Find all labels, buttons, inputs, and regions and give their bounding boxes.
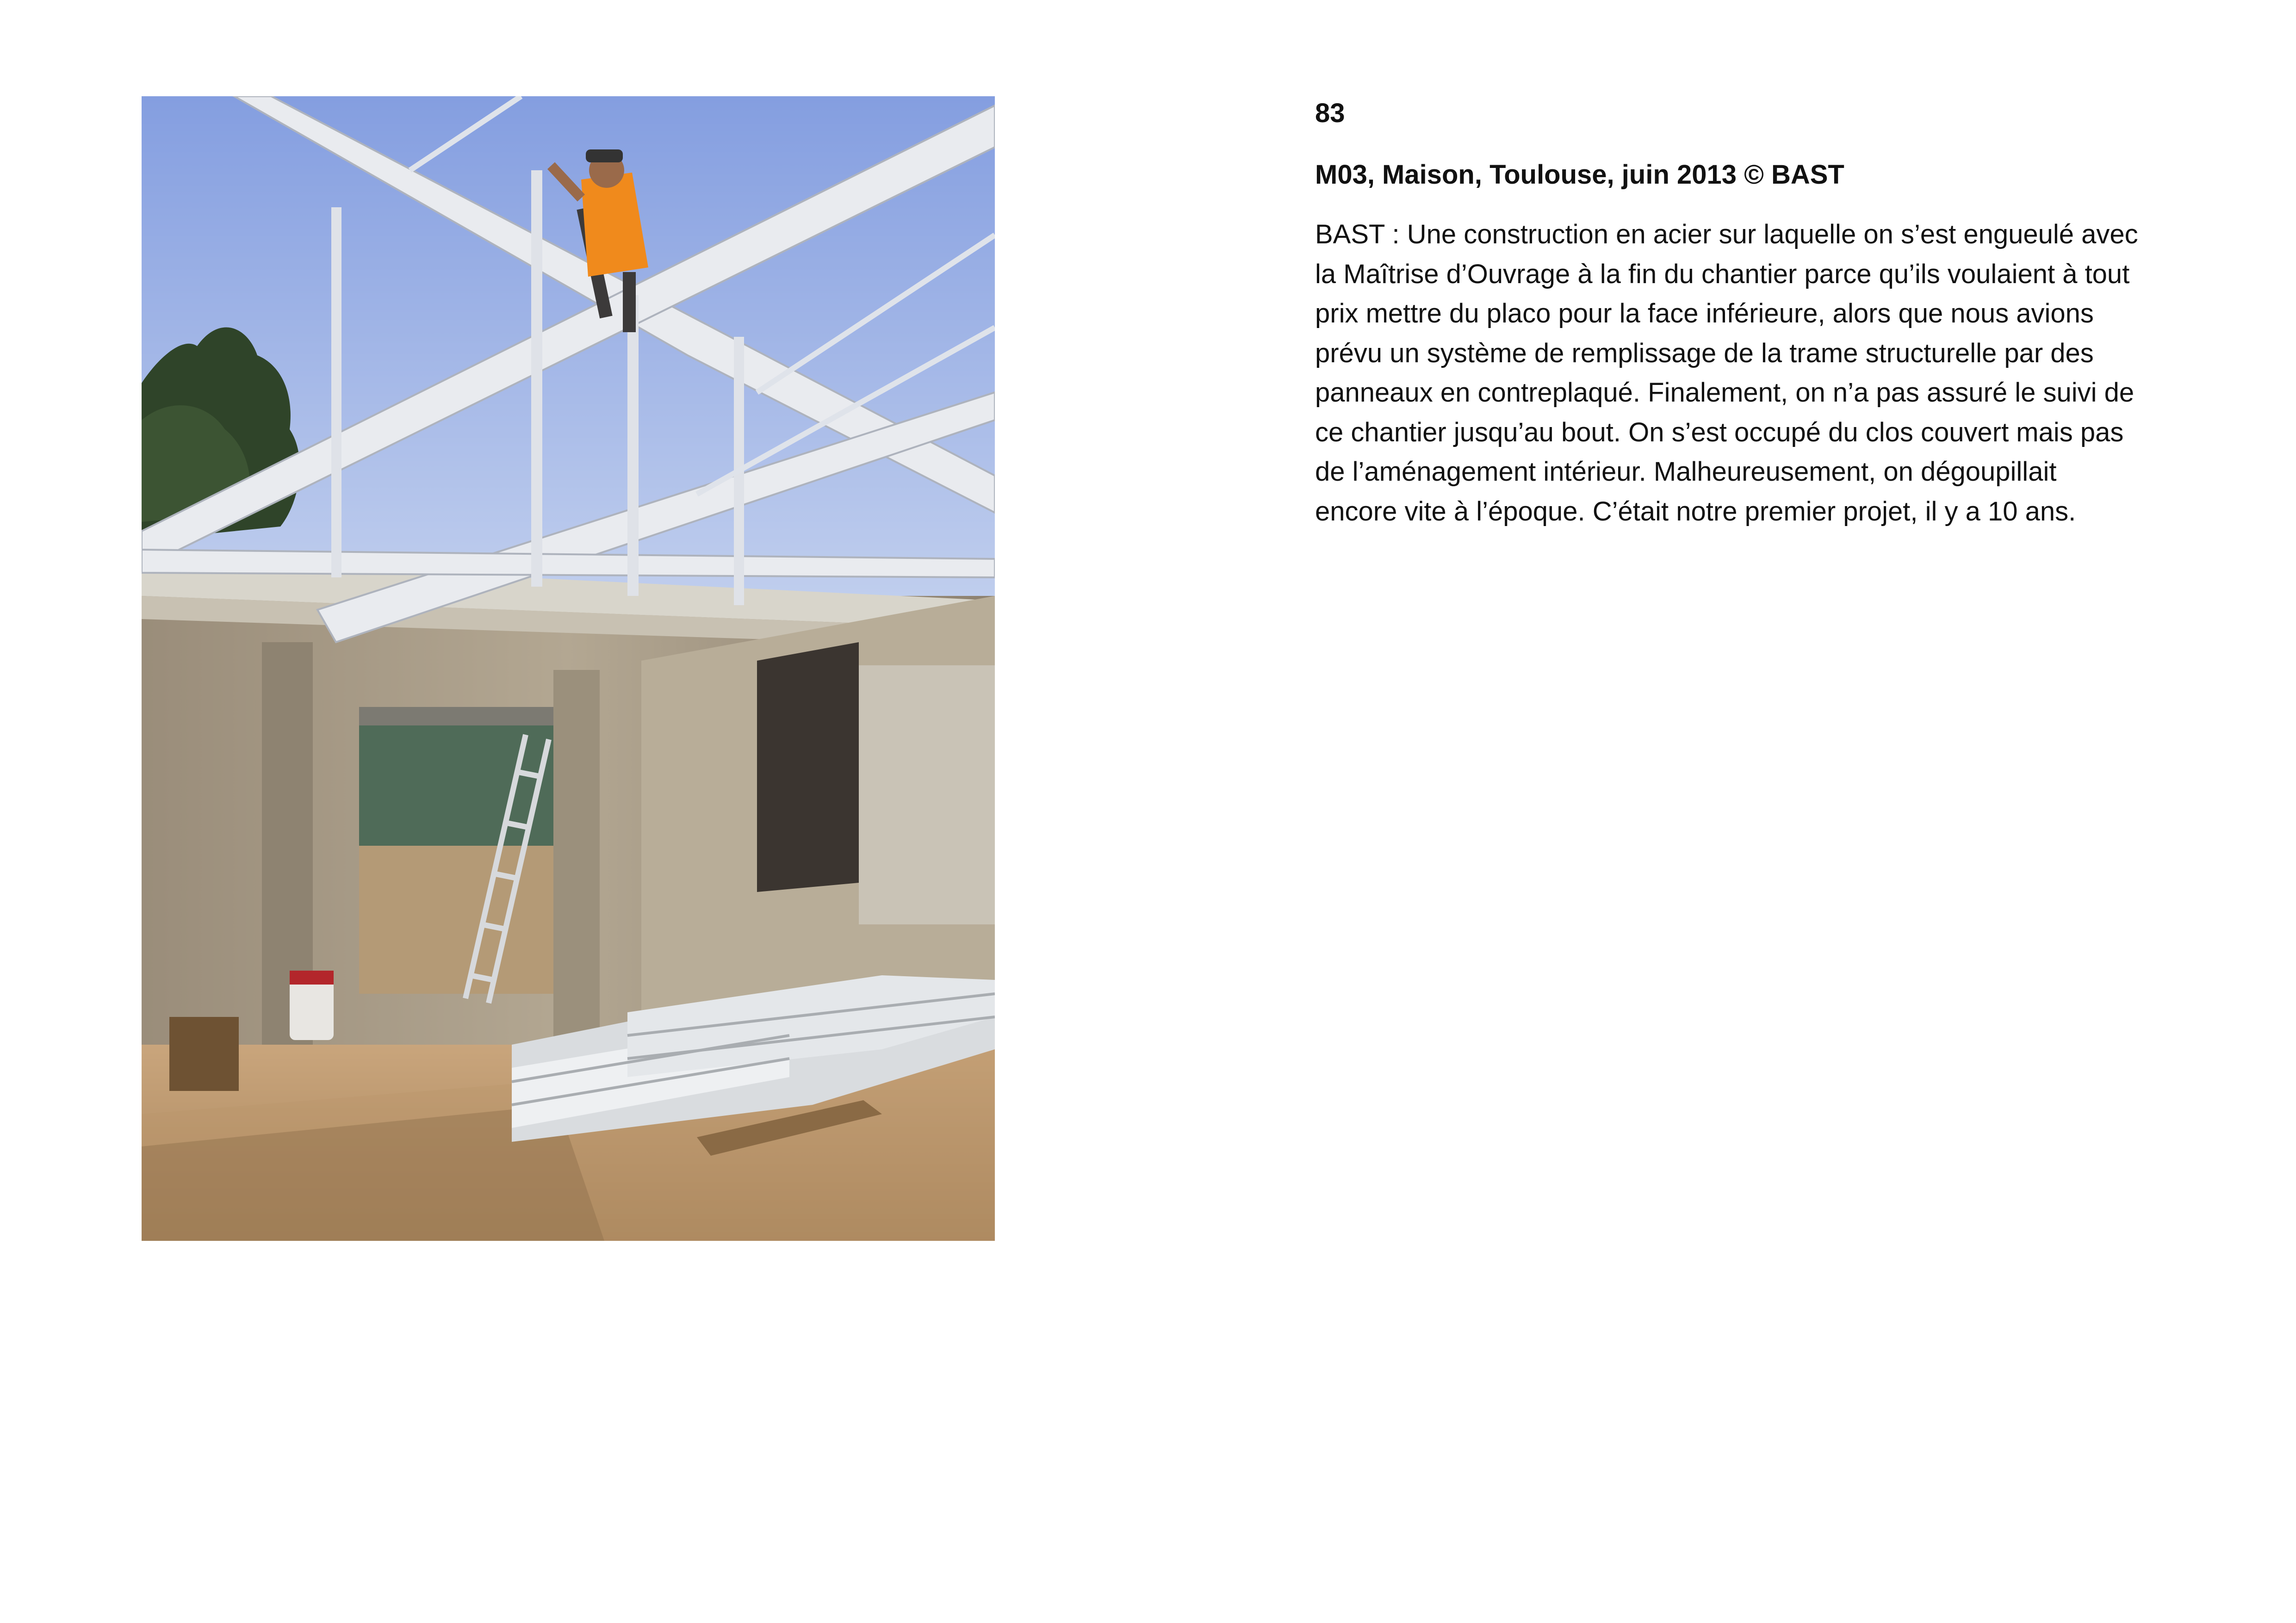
body-text-line: de l’aménagement intérieur. Malheureusement, on dégoupillait	[1315, 457, 2057, 487]
body-text-line: prévu un système de remplissage de la trame structurelle par des	[1315, 338, 2094, 368]
body-text-line: la Maîtrise d’Ouvrage à la fin du chantier parce qu’ils voulaient à tout	[1315, 259, 2130, 289]
body-text-line: BAST : Une construction en acier sur laquelle on s’est engueulé avec	[1315, 219, 2138, 249]
body-text	[1315, 215, 2194, 531]
body-text-line: ce chantier jusqu’au bout. On s’est occupé du clos couvert mais pas	[1315, 417, 2124, 447]
photo-credit: M03, Maison, Toulouse, juin 2013 © BAST	[1315, 160, 1844, 190]
body-text-line: panneaux en contreplaqué. Finalement, on n’a pas assuré le suivi de	[1315, 378, 2135, 408]
body-text-line: prix mettre du placo pour la face inférieure, alors que nous avions	[1315, 298, 2094, 328]
page-number: 83	[1315, 98, 1345, 128]
caption-block	[1315, 95, 2194, 531]
construction-site-photo	[142, 96, 995, 1241]
body-text-line: encore vite à l’époque. C’était notre premier projet, il y a 10 ans.	[1315, 496, 2076, 527]
